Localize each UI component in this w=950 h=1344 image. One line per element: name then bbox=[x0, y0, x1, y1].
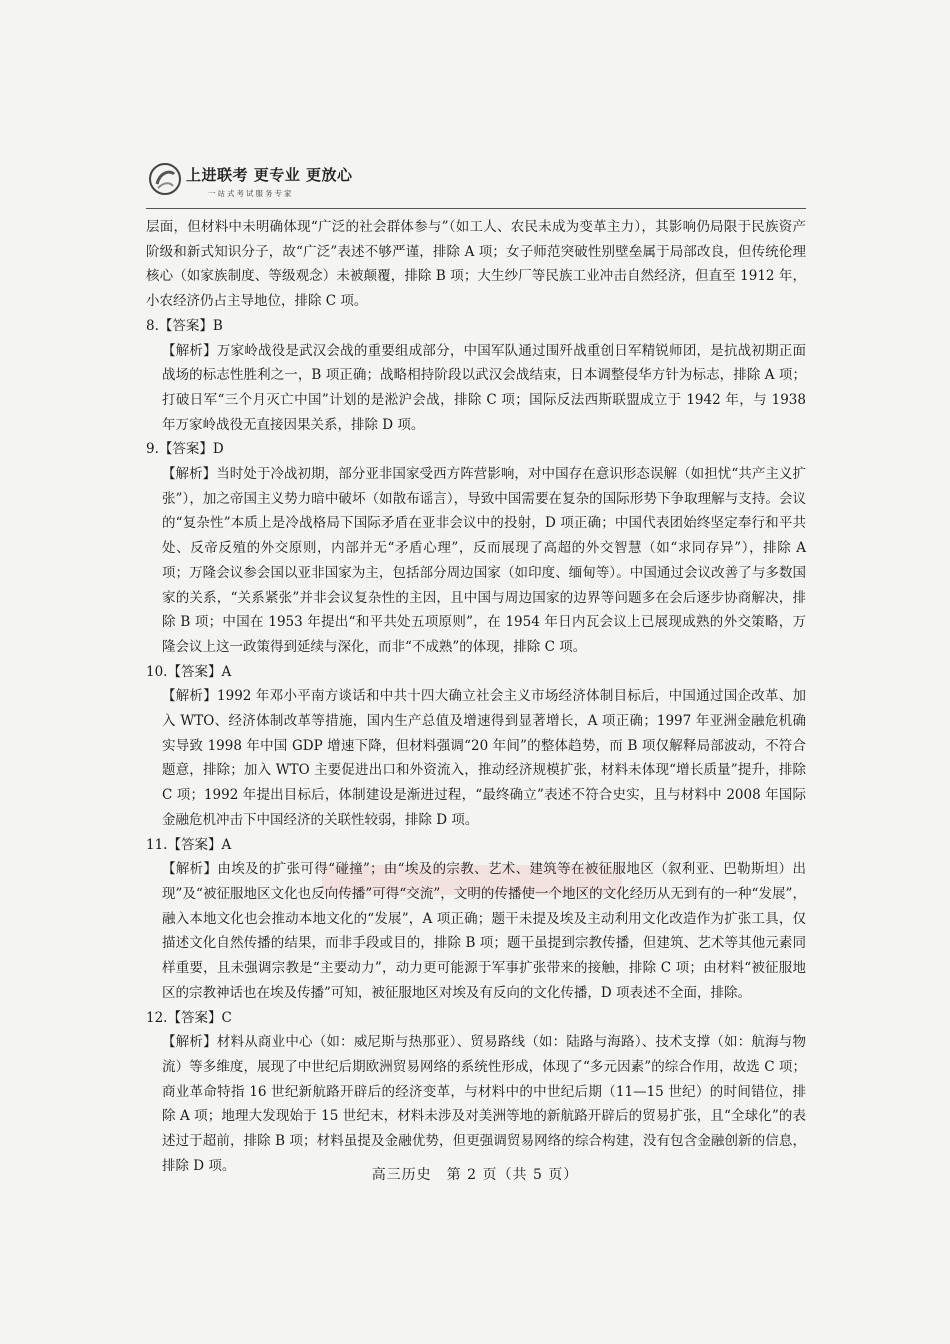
header-divider bbox=[146, 208, 806, 209]
answer-line: 8.【答案】B bbox=[146, 317, 223, 334]
brand-logo-icon bbox=[148, 162, 182, 196]
page-footer: 高三历史 第 2 页（共 5 页） bbox=[371, 1167, 579, 1183]
intro-paragraph: 层面，但材料中未明确体现“广泛的社会群体参与”（如工人、农民未成为变革主力），其影响仍局限于民族资产阶级和新式知识分子，故“广泛”表述不够严谨，排除 A 项；女子师范突破性别壁垒属于局部改良，但传统伦理核心（如家族制度、等级观念）未被颠覆，排除 B 项；大生纱厂等民族工业冲击自然经济，但直至 1912 年，小农经济仍占主导地位，排除 C 项。 bbox=[146, 219, 806, 310]
question-item-9 bbox=[146, 437, 806, 659]
brand-subtitle: 一站式考试服务专家 bbox=[208, 189, 294, 198]
analysis-text: 【解析】当时处于冷战初期，部分亚非国家受西方阵营影响，对中国存在意识形态误解（如担忧“共产主义扩张”），加之帝国主义势力暗中破坏（如散布谣言），导致中国需要在复杂的国际形势下争取理解与支持。会议的“复杂性”本质上是冷战格局下国际矛盾在亚非会议中的投射，D 项正确；中国代表团始终坚定奉行和平共处、反帝反殖的外交原则，内部并无“矛盾心理”，反而展现了高超的外交智慧（如“求同存异”），排除 A 项；万隆会议参会国以亚非国家为主，包括部分周边国家（如印度、缅甸等）。中国通过会议改善了与多数国家的关系，“关系紧张”并非会议复杂性的主因，且中国与周边国家的边界等问题多在会后逐步协商解决，排除 B 项；中国在 1953 年提出“和平共处五项原则”，在 1954 年日内瓦会议上已展现成熟的外交策略，万隆会议上这一政策得到延续与深化，而非“不成熟”的体现，排除 C 项。 bbox=[162, 466, 806, 655]
analysis-text: 【解析】由埃及的扩张可得“碰撞”；由“埃及的宗教、艺术、建筑等在被征服地区（叙利亚、巴勒斯坦）出现”及“被征服地区文化也反向传播”可得“交流”，文明的传播使一个地区的文化经历从无到有的一种“发展”，融入本地文化也会推动本地文化的“发展”，A 项正确；题干未提及埃及主动利用文化改造作为扩张工具，仅描述文化自然传播的结果，而非手段或目的，排除 B 项；题干虽提到宗教传播，但建筑、艺术等其他元素同样重要，且未强调宗教是“主要动力”，动力更可能源于军事扩张带来的接触，排除 C 项；由材料“被征服地区的宗教神话也在埃及传播”可知，被征服地区对埃及有反向的文化传播，D 项表述不全面，排除。 bbox=[162, 861, 806, 1001]
answer-content bbox=[146, 215, 806, 1178]
question-item-10 bbox=[146, 660, 806, 833]
question-item-8 bbox=[146, 314, 806, 438]
brand-title: 上进联考 更专业 更放心 bbox=[186, 166, 353, 184]
answer-line: 9.【答案】D bbox=[146, 441, 224, 458]
question-item-11 bbox=[146, 833, 806, 1006]
answer-line: 10.【答案】A bbox=[146, 663, 232, 680]
analysis-text: 【解析】1992 年邓小平南方谈话和中共十四大确立社会主义市场经济体制目标后，中国通过国企改革、加入 WTO、经济体制改革等措施，国内生产总值及增速得到显著增长，A 项正确；1997 年亚洲金融危机确实导致 1998 年中国 GDP 增速下降，但材料强调“20 年间”的整体趋势，而 B 项仅解释局部波动，不符合题意，排除；加入 WTO 主要促进出口和外资流入，推动经济规模扩张，材料未体现“增长质量”提升，排除 C 项；1992 年提出目标后，体制建设是渐进过程，“最终确立”表述不符合史实，且与材料中 2008 年国际金融危机冲击下中国经济的关联性较弱，排除 D 项。 bbox=[162, 688, 806, 828]
answer-line: 12.【答案】C bbox=[146, 1009, 232, 1026]
analysis-text: 【解析】材料从商业中心（如：威尼斯与热那亚）、贸易路线（如：陆路与海路）、技术支撑（如：航海与物流）等多维度，展现了中世纪后期欧洲贸易网络的系统性形成，体现了“多元因素”的综合作用，故选 C 项；商业革命特指 16 世纪新航路开辟后的经济变革，与材料中的中世纪后期（11—15 世纪）的时间错位，排除 A 项；地理大发现始于 15 世纪末，材料未涉及对美洲等地的新航路开辟后的贸易扩张，且“全球化”的表述过于超前，排除 B 项；材料虽提及金融优势，但更强调贸易网络的综合构建，没有包含金融创新的信息，排除 D 项。 bbox=[162, 1034, 806, 1174]
question-item-12 bbox=[146, 1006, 806, 1179]
answer-line: 11.【答案】A bbox=[146, 836, 232, 853]
analysis-text: 【解析】万家岭战役是武汉会战的重要组成部分，中国军队通过围歼战重创日军精锐师团，是抗战初期正面战场的标志性胜利之一，B 项正确；战略相持阶段以武汉会战结束，日本调整侵华方针为标志，排除 A 项；打破日军“三个月灭亡中国”计划的是淞沪会战，排除 C 项；国际反法西斯联盟成立于 1942 年，与 1938 年万家岭战役无直接因果关系，排除 D 项。 bbox=[162, 342, 806, 433]
